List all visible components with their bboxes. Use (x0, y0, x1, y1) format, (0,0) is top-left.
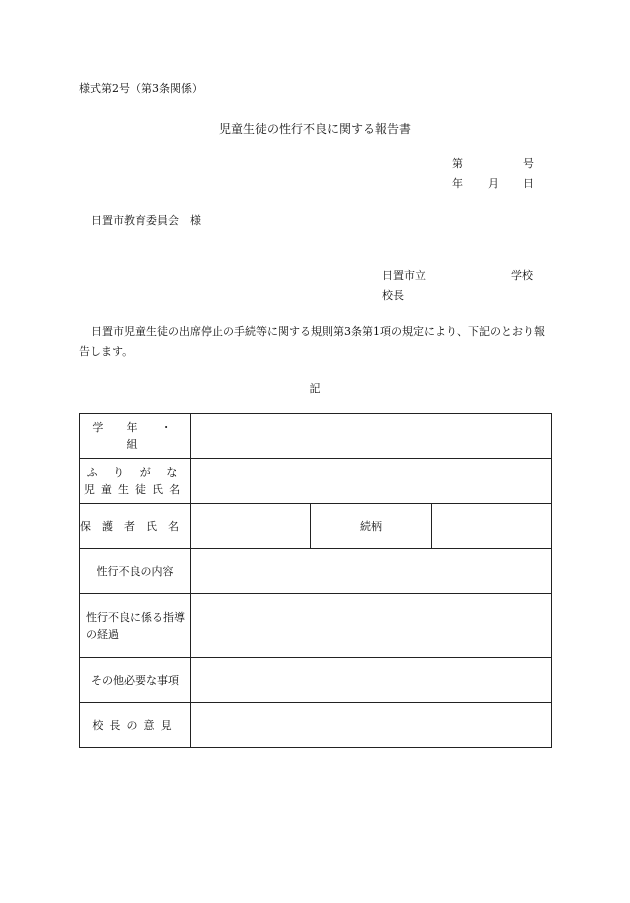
school-name-suffix: 学校 (511, 269, 533, 282)
guidance-field[interactable] (191, 594, 552, 658)
misconduct-field[interactable] (191, 549, 552, 594)
date-day-label: 日 (523, 177, 534, 190)
date-month-label: 月 (488, 177, 499, 190)
student-name-field[interactable] (191, 459, 552, 504)
table-row (80, 504, 552, 549)
table-row (80, 658, 552, 703)
principal-opinion-label: 校長の意見 (80, 703, 191, 748)
table-row (80, 703, 552, 748)
student-name-label (80, 459, 191, 504)
table-row (80, 549, 552, 594)
document-title: 児童生徒の性行不良に関する報告書 (218, 122, 411, 136)
ki-heading: 記 (309, 382, 321, 395)
guardian-name-field[interactable] (191, 504, 311, 549)
relationship-field[interactable] (431, 504, 551, 549)
principal-label: 校長 (382, 289, 404, 302)
furigana-label: ふ り が な (86, 466, 184, 479)
guardian-name-label: 保護者氏名 (80, 504, 191, 549)
addressee: 日置市教育委員会 様 (91, 214, 201, 227)
body-text: 日置市児童生徒の出席停止の手続等に関する規則第3条第1項の規定により、下記のとおり報告します。 (79, 325, 545, 358)
form-number: 様式第2号（第3条関係） (79, 82, 203, 95)
date-year-label: 年 (452, 177, 463, 190)
report-table (79, 413, 552, 748)
grade-class-field[interactable] (191, 414, 552, 459)
other-matters-label: その他必要な事項 (80, 658, 191, 703)
misconduct-label: 性行不良の内容 (80, 549, 191, 594)
guidance-label: 性行不良に係る指導の経過 (80, 594, 191, 658)
table-row (80, 594, 552, 658)
doc-number-suffix: 号 (523, 157, 534, 170)
principal-opinion-field[interactable] (191, 703, 552, 748)
relationship-label: 続柄 (311, 504, 431, 549)
doc-number-prefix: 第 (452, 157, 463, 170)
table-row (80, 459, 552, 504)
other-matters-field[interactable] (191, 658, 552, 703)
school-name-prefix: 日置市立 (382, 269, 426, 282)
student-name-text: 児童生徒氏名 (83, 483, 187, 496)
table-row (80, 414, 552, 459)
grade-class-label: 学 年 ・ 組 (80, 414, 191, 459)
